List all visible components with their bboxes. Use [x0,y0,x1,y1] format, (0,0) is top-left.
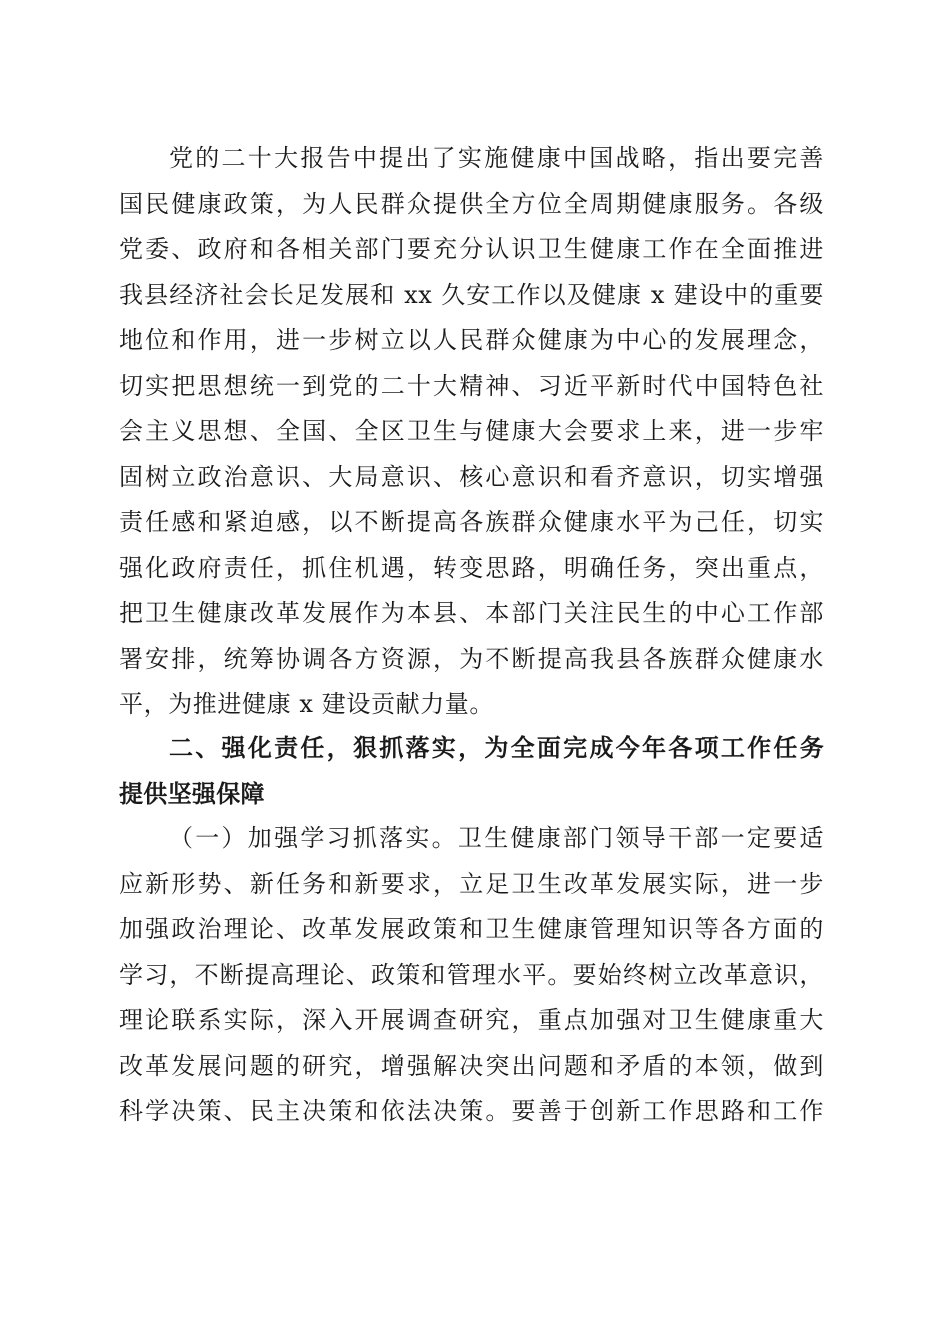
paragraph-line: 应新形势、新任务和新要求，立足卫生改革发展实际，进一步 [119,869,824,898]
paragraph-line: 我县经济社会长足发展和 xx 久安工作以及健康 x 建设中的重要 [119,280,824,309]
paragraph-line: 平，为推进健康 x 建设贡献力量。 [119,690,494,718]
paragraph-line: 把卫生健康改革发展作为本县、本部门关注民生的中心工作部 [119,599,824,627]
paragraph-line: 加强政治理论、改革发展政策和卫生健康管理知识等各方面的 [119,915,824,943]
paragraph-line: 国民健康政策，为人民群众提供全方位全周期健康服务。各级 [119,189,824,218]
paragraph-line: 理论联系实际，深入开展调查研究，重点加强对卫生健康重大 [119,1006,824,1034]
paragraph-line: 科学决策、民主决策和依法决策。要善于创新工作思路和工作 [119,1097,824,1125]
body-paragraph-1 [119,136,824,728]
paragraph-line: 固树立政治意识、大局意识、核心意识和看齐意识，切实增强 [119,462,824,491]
heading-line: 二、强化责任，狠抓落实，为全面完成今年各项工作任务 [169,734,824,762]
paragraph-line: 党委、政府和各相关部门要充分认识卫生健康工作在全面推进 [119,235,824,263]
paragraph-line: 强化政府责任，抓住机遇，转变思路，明确任务，突出重点， [119,553,824,582]
paragraph-line: 会主义思想、全国、全区卫生与健康大会要求上来，进一步牢 [119,417,824,445]
paragraph-line: 地位和作用，进一步树立以人民群众健康为中心的发展理念， [119,326,824,354]
heading-line: 提供坚强保障 [119,779,265,808]
paragraph-line: 切实把思想统一到党的二十大精神、习近平新时代中国特色社 [119,371,824,400]
paragraph-line: 改革发展问题的研究，增强解决突出问题和矛盾的本领，做到 [119,1051,824,1080]
paragraph-line: 党的二十大报告中提出了实施健康中国战略，指出要完善 [169,144,824,172]
section-heading-2 [119,726,824,817]
paragraph-line: 署安排，统筹协调各方资源，为不断提高我县各族群众健康水 [119,644,824,673]
paragraph-line: （一）加强学习抓落实。卫生健康部门领导干部一定要适 [169,824,824,852]
paragraph-line: 学习，不断提高理论、政策和管理水平。要始终树立改革意识， [119,960,824,989]
paragraph-line: 责任感和紧迫感，以不断提高各族群众健康水平为己任，切实 [119,508,824,536]
body-paragraph-2 [119,816,824,1135]
